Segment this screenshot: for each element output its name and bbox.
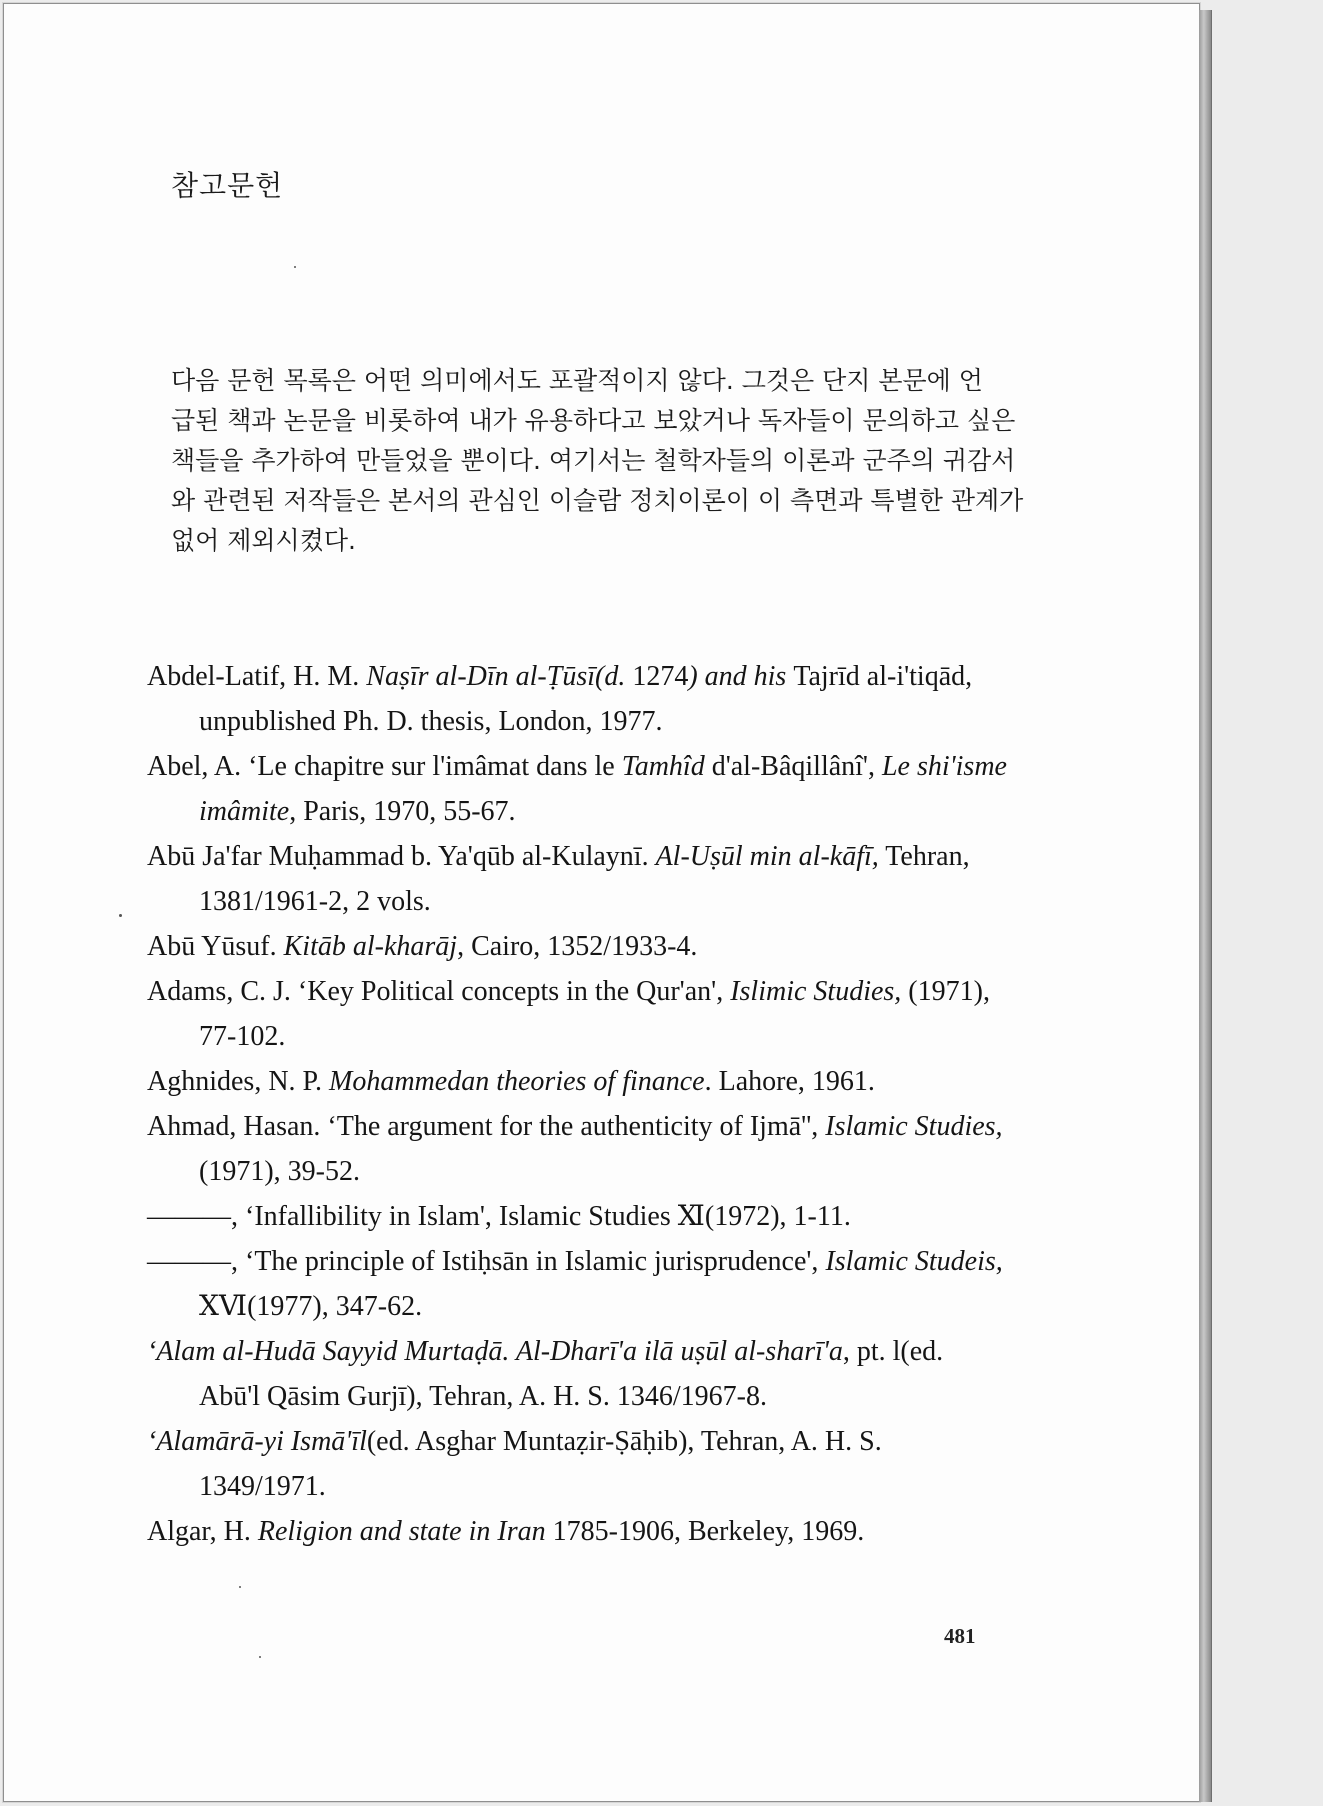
intro-paragraph	[171, 361, 1024, 561]
bibliography-entry: Adams, C. J. ‘Key Political concepts in the Qur'an', Islimic Studies, (1971), 77-102.	[147, 976, 990, 1052]
bibliography-list	[147, 654, 1009, 1554]
scan-speck	[259, 1656, 261, 1658]
intro-line: 급된 책과 논문을 비롯하여 내가 유용하다고 보았거나 독자들이 문의하고 싶은	[171, 406, 1016, 435]
intro-line: 없어 제외시켰다.	[171, 526, 356, 555]
bibliography-entry: Aghnides, N. P. Mohammedan theories of finance. Lahore, 1961.	[147, 1066, 875, 1097]
bibliography-entry: Algar, H. Religion and state in Iran 1785-1906, Berkeley, 1969.	[147, 1516, 865, 1547]
scan-speck	[119, 914, 122, 917]
bibliography-entry: ‘Alam al-Hudā Sayyid Murtaḍā. Al-Dharī'a ilā uṣūl al-sharī'a, pt. l(ed. Abū'l Qāsim Gurjī), Tehran, A. H. S. 1346/1967-8.	[147, 1336, 944, 1412]
bibliography-entry: ———, ‘The principle of Istiḥsān in Islamic jurisprudence', Islamic Studeis, ⅩⅥ(1977), 347-62.	[147, 1246, 1003, 1322]
page-title: 참고문헌	[171, 169, 284, 202]
bibliography-entry: Ahmad, Hasan. ‘The argument for the authenticity of Ijmā'', Islamic Studies, (1971), 39-52.	[147, 1111, 1003, 1187]
bibliography-entry: ———, ‘Infallibility in Islam', Islamic Studies Ⅺ(1972), 1-11.	[147, 1201, 851, 1232]
bibliography-entry: Abdel-Latif, H. M. Naṣīr al-Dīn al-Ṭūsī(d. 1274) and his Tajrīd al-i'tiqād, unpublished Ph. D. thesis, London, 1977.	[147, 661, 973, 737]
intro-line: 와 관련된 저작들은 본서의 관심인 이슬람 정치이론이 이 측면과 특별한 관계가	[171, 486, 1024, 515]
intro-line: 책들을 추가하여 만들었을 뿐이다. 여기서는 철학자들의 이론과 군주의 귀감서	[171, 446, 1016, 475]
page-number: 481	[944, 1624, 976, 1648]
bibliography-entry: ‘Alamārā-yi Ismā'īl(ed. Asghar Muntaẓir-Ṣāḥib), Tehran, A. H. S. 1349/1971.	[147, 1426, 882, 1502]
intro-line: 다음 문헌 목록은 어떤 의미에서도 포괄적이지 않다. 그것은 단지 본문에 언	[171, 366, 983, 395]
scan-speck	[294, 266, 296, 268]
bibliography-entry: Abel, A. ‘Le chapitre sur l'imâmat dans le Tamhîd d'al-Bâqillânî', Le shi'isme imâmite, Paris, 1970, 55-67.	[147, 751, 1007, 827]
bibliography-entry: Abū Yūsuf. Kitāb al-kharāj, Cairo, 1352/1933-4.	[147, 931, 698, 962]
page-edge	[1199, 10, 1212, 1802]
scan-speck	[239, 1586, 241, 1588]
bibliography-entry: Abū Ja'far Muḥammad b. Ya'qūb al-Kulaynī. Al-Uṣūl min al-kāfī, Tehran, 1381/1961-2, 2 vols.	[147, 841, 970, 917]
book-page	[3, 3, 1200, 1802]
